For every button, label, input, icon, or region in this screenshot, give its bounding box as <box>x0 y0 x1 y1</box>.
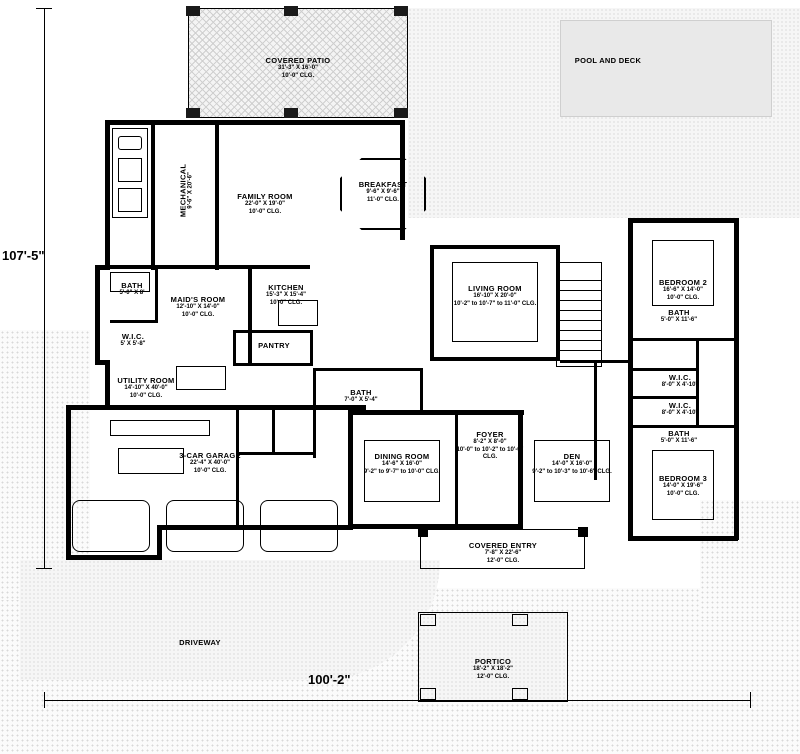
room-mechanical: MECHANICAL 9'-6" X 20'-6" <box>178 163 194 218</box>
stair-tread <box>557 340 601 341</box>
label-driveway: DRIVEWAY <box>179 638 221 647</box>
exterior-wall <box>628 218 738 223</box>
room-pantry: PANTRY <box>258 341 290 350</box>
overall-height-dimension: 107'-5" <box>2 248 45 263</box>
dim-left-tick-bottom <box>36 568 52 569</box>
entry-column <box>418 527 428 537</box>
interior-wall <box>313 368 423 371</box>
dim-bottom-tick-right <box>750 692 751 708</box>
interior-wall <box>628 368 698 371</box>
interior-wall <box>233 330 313 333</box>
exterior-wall <box>734 218 739 318</box>
room-covered-patio: COVERED PATIO 31'-3" X 16'-0" 10'-0" CLG. <box>265 56 331 79</box>
interior-wall <box>560 360 630 363</box>
interior-wall <box>628 396 698 399</box>
room-garage: 3-CAR GARAGE 22'-4" X 40'-0" 10'-0" CLG. <box>179 451 241 474</box>
fixture-counter <box>110 420 210 436</box>
exterior-wall <box>66 405 71 560</box>
label-pool-and-deck: POOL AND DECK <box>574 56 642 65</box>
portico-column <box>512 614 528 626</box>
dim-bottom-tick-left <box>44 692 45 708</box>
fixture-unit <box>118 188 142 212</box>
room-family-room: FAMILY ROOM 22'-0" X 19'-0" 10'-0" CLG. <box>237 192 293 215</box>
interior-wall <box>420 368 423 410</box>
room-maids-room: MAID'S ROOM 12'-10" X 14'-0" 10'-0" CLG. <box>170 295 226 318</box>
stair-tread <box>557 320 601 321</box>
room-bath-hall: BATH 7'-0" X 5'-4" <box>344 388 378 404</box>
patio-post <box>394 108 408 118</box>
dim-bottom-line <box>44 700 750 701</box>
dim-left-line <box>44 8 45 568</box>
stair-tread <box>557 330 601 331</box>
patio-post <box>284 6 298 16</box>
room-bath-maids: BATH 5'-0" X 8' <box>119 281 145 297</box>
exterior-wall <box>430 245 560 249</box>
exterior-wall <box>628 536 738 541</box>
overall-width-dimension: 100'-2" <box>308 672 351 687</box>
interior-wall <box>628 425 738 428</box>
driveway-area <box>20 560 440 680</box>
room-dining-room: DINING ROOM 14'-6" X 16'-0" 9'-2" to 9'-7" to 10'-0" CLG. <box>363 452 441 475</box>
room-wic-upper: W.I.C. 8'-0" X 4'-10" <box>661 373 699 389</box>
interior-wall <box>313 368 316 458</box>
stair-tread <box>557 350 601 351</box>
exterior-wall <box>157 525 162 560</box>
room-living-room: LIVING ROOM 16'-10" X 20'-0" 10'-2" to 10'-7" to 11'-0" CLG. <box>453 284 537 307</box>
room-covered-entry: COVERED ENTRY 7'-8" X 22'-6" 12'-0" CLG. <box>468 541 538 564</box>
interior-wall <box>110 265 310 269</box>
fixture-unit <box>118 158 142 182</box>
room-kitchen: KITCHEN 15'-3" X 15'-4" 10'-0" CLG. <box>266 283 306 306</box>
fixture-car <box>166 500 244 552</box>
room-bath-bedroom3: BATH 5'-0" X 11'-6" <box>660 429 698 445</box>
interior-wall <box>110 320 158 323</box>
room-utility-room: UTILITY ROOM 14'-10" X 40'-0" 10'-0" CLG. <box>117 376 175 399</box>
fixture-car <box>260 500 338 552</box>
interior-wall <box>151 125 155 270</box>
exterior-wall <box>66 405 366 410</box>
fixture-cooktop <box>118 136 142 150</box>
exterior-wall <box>66 555 161 560</box>
interior-wall <box>233 363 313 366</box>
interior-wall <box>430 357 560 361</box>
patio-post <box>284 108 298 118</box>
room-wic-lower: W.I.C. 8'-0" X 4'-10" <box>661 401 699 417</box>
room-den: DEN 14'-0" X 16'-0" 9'-2" to 10'-3" to 10'-6" CLG. <box>532 452 612 475</box>
stair-tread <box>557 280 601 281</box>
pool-water <box>560 20 772 117</box>
fixture-car <box>72 500 150 552</box>
room-portico: PORTICO 18'-2" X 18'-2" 12'-0" CLG. <box>473 657 513 680</box>
patio-post <box>186 6 200 16</box>
exterior-wall <box>628 318 633 433</box>
entry-column <box>578 527 588 537</box>
portico-column <box>420 688 436 700</box>
portico-column <box>512 688 528 700</box>
exterior-wall <box>95 265 100 365</box>
room-foyer: FOYER 8'-2" X 8'-0" 10'-0" to 10'-2" to 10'-0" CLG. <box>456 430 524 461</box>
exterior-wall <box>628 218 633 318</box>
exterior-wall <box>105 120 405 125</box>
exterior-wall <box>105 120 110 270</box>
room-breakfast: BREAKFAST 9'-6" X 9'-6" 11'-0" CLG. <box>358 180 408 203</box>
dim-left-tick-top <box>36 8 52 9</box>
patio-post <box>394 6 408 16</box>
room-wic-maids: W.I.C. 5' X 5'-8" <box>120 332 146 348</box>
interior-wall <box>272 410 275 455</box>
portico-column <box>420 614 436 626</box>
room-bedroom-2: BEDROOM 2 16'-6" X 14'-0" 10'-0" CLG. <box>658 278 708 301</box>
stair-block <box>556 262 602 367</box>
interior-wall <box>628 338 738 341</box>
stair-tread <box>557 310 601 311</box>
room-bath-bedroom2: BATH 5'-0" X 11'-6" <box>660 308 698 324</box>
site-background-right <box>700 500 800 620</box>
exterior-wall <box>352 410 524 415</box>
patio-post <box>186 108 200 118</box>
exterior-wall <box>734 318 739 433</box>
room-bedroom-3: BEDROOM 3 14'-0" X 19'-6" 10'-0" CLG. <box>658 474 708 497</box>
